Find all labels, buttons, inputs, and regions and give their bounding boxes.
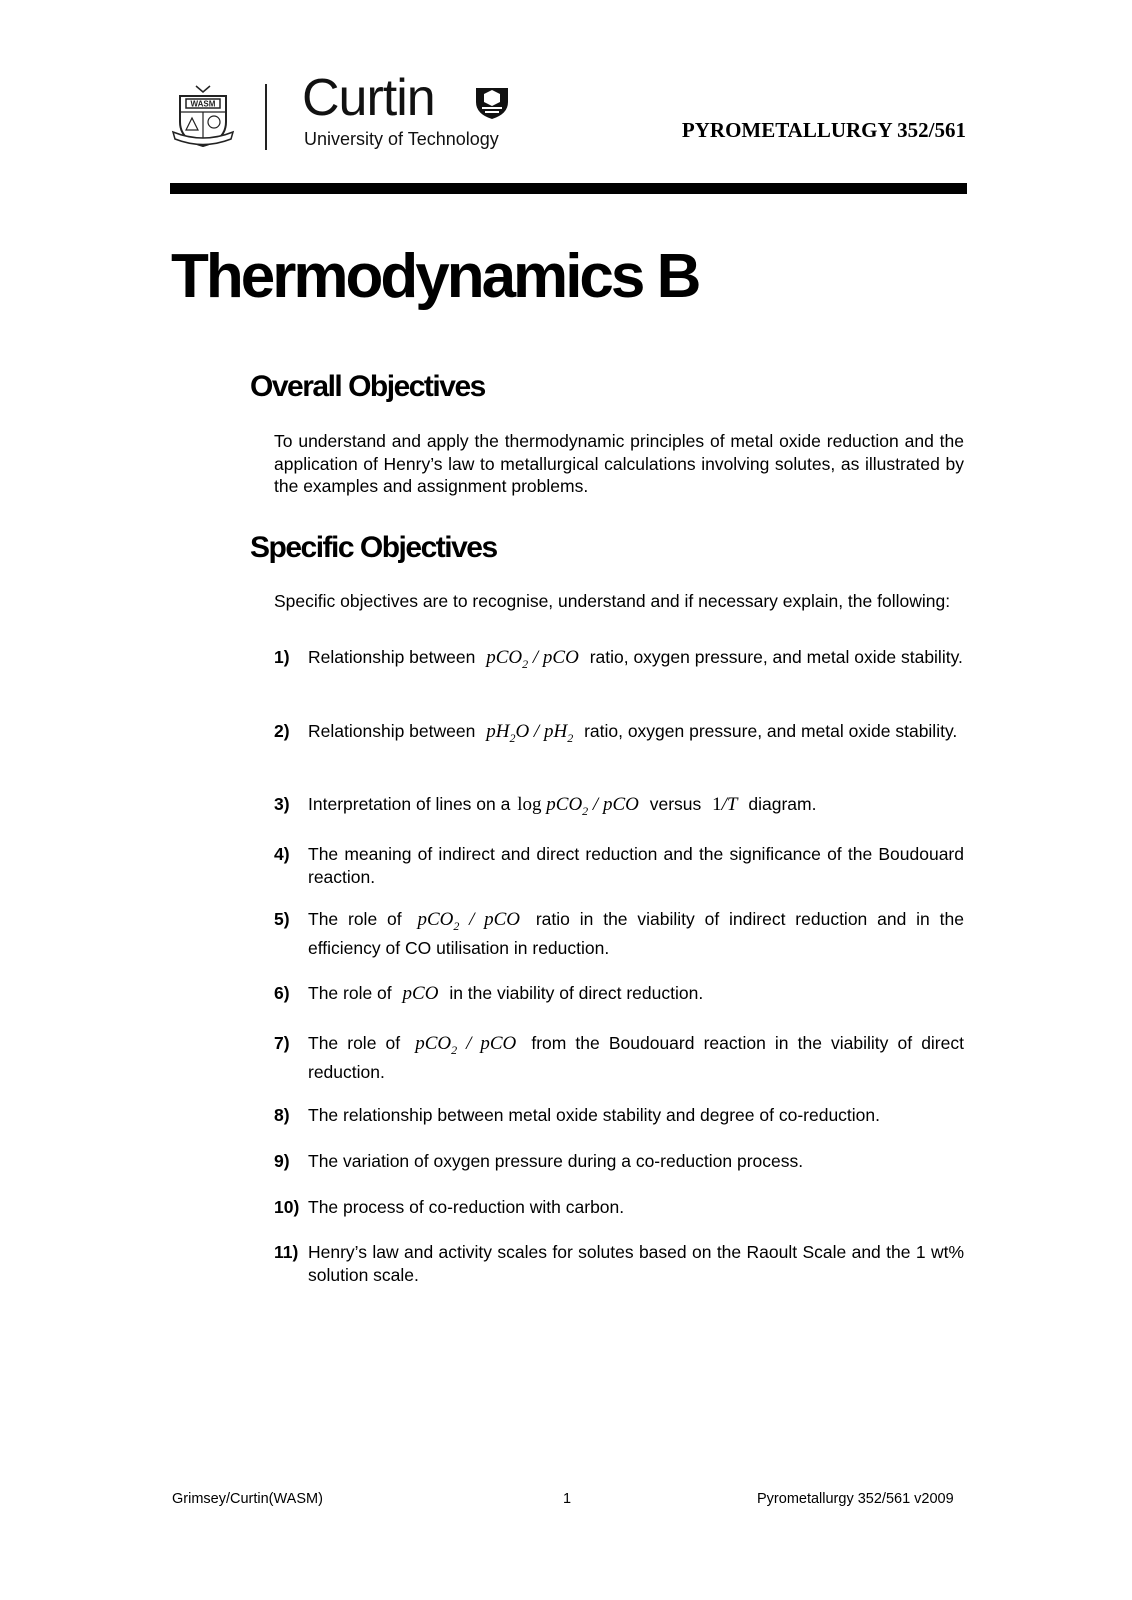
formula-log-pco2-pco: log pCO$_2$ / pCO bbox=[517, 794, 639, 818]
item-text: Relationship between pCO$_2$ / pCO ratio, oxygen pressure, and metal oxide stability. bbox=[308, 647, 963, 671]
item-text: Henry’s law and activity scales for solutes based on the Raoult Scale and the 1 wt% solution scale. bbox=[308, 1242, 964, 1285]
svg-text:WASM: WASM bbox=[190, 99, 216, 109]
item-number: 3) bbox=[274, 794, 290, 814]
footer-course-version: Pyrometallurgy 352/561 v2009 bbox=[757, 1491, 954, 1507]
formula-pco: pCO bbox=[402, 983, 439, 1004]
item-text: The meaning of indirect and direct reduction and the significance of the Boudouard reaction. bbox=[308, 844, 964, 887]
objective-item bbox=[274, 646, 964, 675]
item-number: 2) bbox=[274, 721, 290, 741]
item-number: 6) bbox=[274, 983, 290, 1003]
curtin-logo-subtitle: University of Technology bbox=[304, 129, 499, 149]
item-number: 1) bbox=[274, 647, 290, 667]
item-text: The role of pCO$_2$ / pCO ratio in the viability of indirect reduction and in the efficiency of CO utilisation in reduction. bbox=[308, 909, 964, 959]
page-header bbox=[170, 69, 966, 158]
objective-item bbox=[274, 1196, 964, 1219]
formula-inverse-t: 1/T bbox=[712, 794, 738, 815]
objective-item bbox=[274, 720, 964, 749]
footer-author: Grimsey/Curtin(WASM) bbox=[172, 1491, 323, 1507]
formula-pco2-pco: pCO$_2$ / pCO bbox=[417, 909, 521, 933]
objective-item bbox=[274, 982, 964, 1006]
curtin-shield-icon bbox=[474, 86, 510, 120]
objective-item bbox=[274, 908, 964, 960]
logo-divider bbox=[265, 84, 267, 150]
objective-item bbox=[274, 1150, 964, 1173]
item-text: Relationship between $pH_2O / pH_2$ ratio, oxygen pressure, and metal oxide stability. bbox=[308, 721, 958, 745]
formula-pco2-pco: pCO$_2$ / pCO bbox=[486, 647, 579, 671]
item-number: 4) bbox=[274, 844, 290, 864]
item-number: 8) bbox=[274, 1105, 290, 1125]
item-text: The relationship between metal oxide stability and degree of co-reduction. bbox=[308, 1105, 881, 1125]
overall-objectives-heading: Overall Objectives bbox=[250, 370, 485, 403]
formula-ph2o-ph2: $pH_2O / pH_2$ bbox=[486, 721, 574, 745]
item-number: 11) bbox=[274, 1242, 299, 1262]
item-text: The role of pCO in the viability of direct reduction. bbox=[308, 983, 704, 1004]
specific-objectives-heading: Specific Objectives bbox=[250, 531, 497, 564]
objective-item bbox=[274, 793, 964, 822]
objective-item bbox=[274, 1104, 964, 1127]
item-number: 7) bbox=[274, 1033, 290, 1053]
item-text: Interpretation of lines on a log pCO$_2$ / pCO versus 1/T diagram. bbox=[308, 794, 817, 818]
specific-objectives-intro: Specific objectives are to recognise, understand and if necessary explain, the following: bbox=[274, 591, 951, 611]
wasm-crest-logo bbox=[170, 82, 236, 150]
objective-item bbox=[274, 1241, 964, 1286]
curtin-logo-text: Curtin bbox=[302, 69, 435, 127]
objective-item bbox=[274, 843, 964, 888]
document-title: Thermodynamics B bbox=[171, 242, 699, 311]
footer-page-number: 1 bbox=[563, 1491, 572, 1507]
item-number: 5) bbox=[274, 909, 290, 929]
header-rule bbox=[170, 183, 967, 194]
overall-objectives-text: To understand and apply the thermodynamic principles of metal oxide reduction and the application of Henry’s law to metallurgical calculations involving solutes, as illustrated by the examples and assignment problems. bbox=[274, 431, 964, 496]
item-number: 10) bbox=[274, 1197, 300, 1217]
course-code: PYROMETALLURGY 352/561 bbox=[681, 118, 966, 142]
objective-item bbox=[274, 1032, 964, 1084]
item-text: The role of pCO$_2$ / pCO from the Boudouard reaction in the viability of direct reduction. bbox=[308, 1033, 964, 1083]
item-text: The process of co-reduction with carbon. bbox=[308, 1197, 625, 1217]
formula-pco2-pco: pCO$_2$ / pCO bbox=[415, 1033, 517, 1057]
item-text: The variation of oxygen pressure during a co-reduction process. bbox=[308, 1151, 804, 1171]
item-number: 9) bbox=[274, 1151, 290, 1171]
